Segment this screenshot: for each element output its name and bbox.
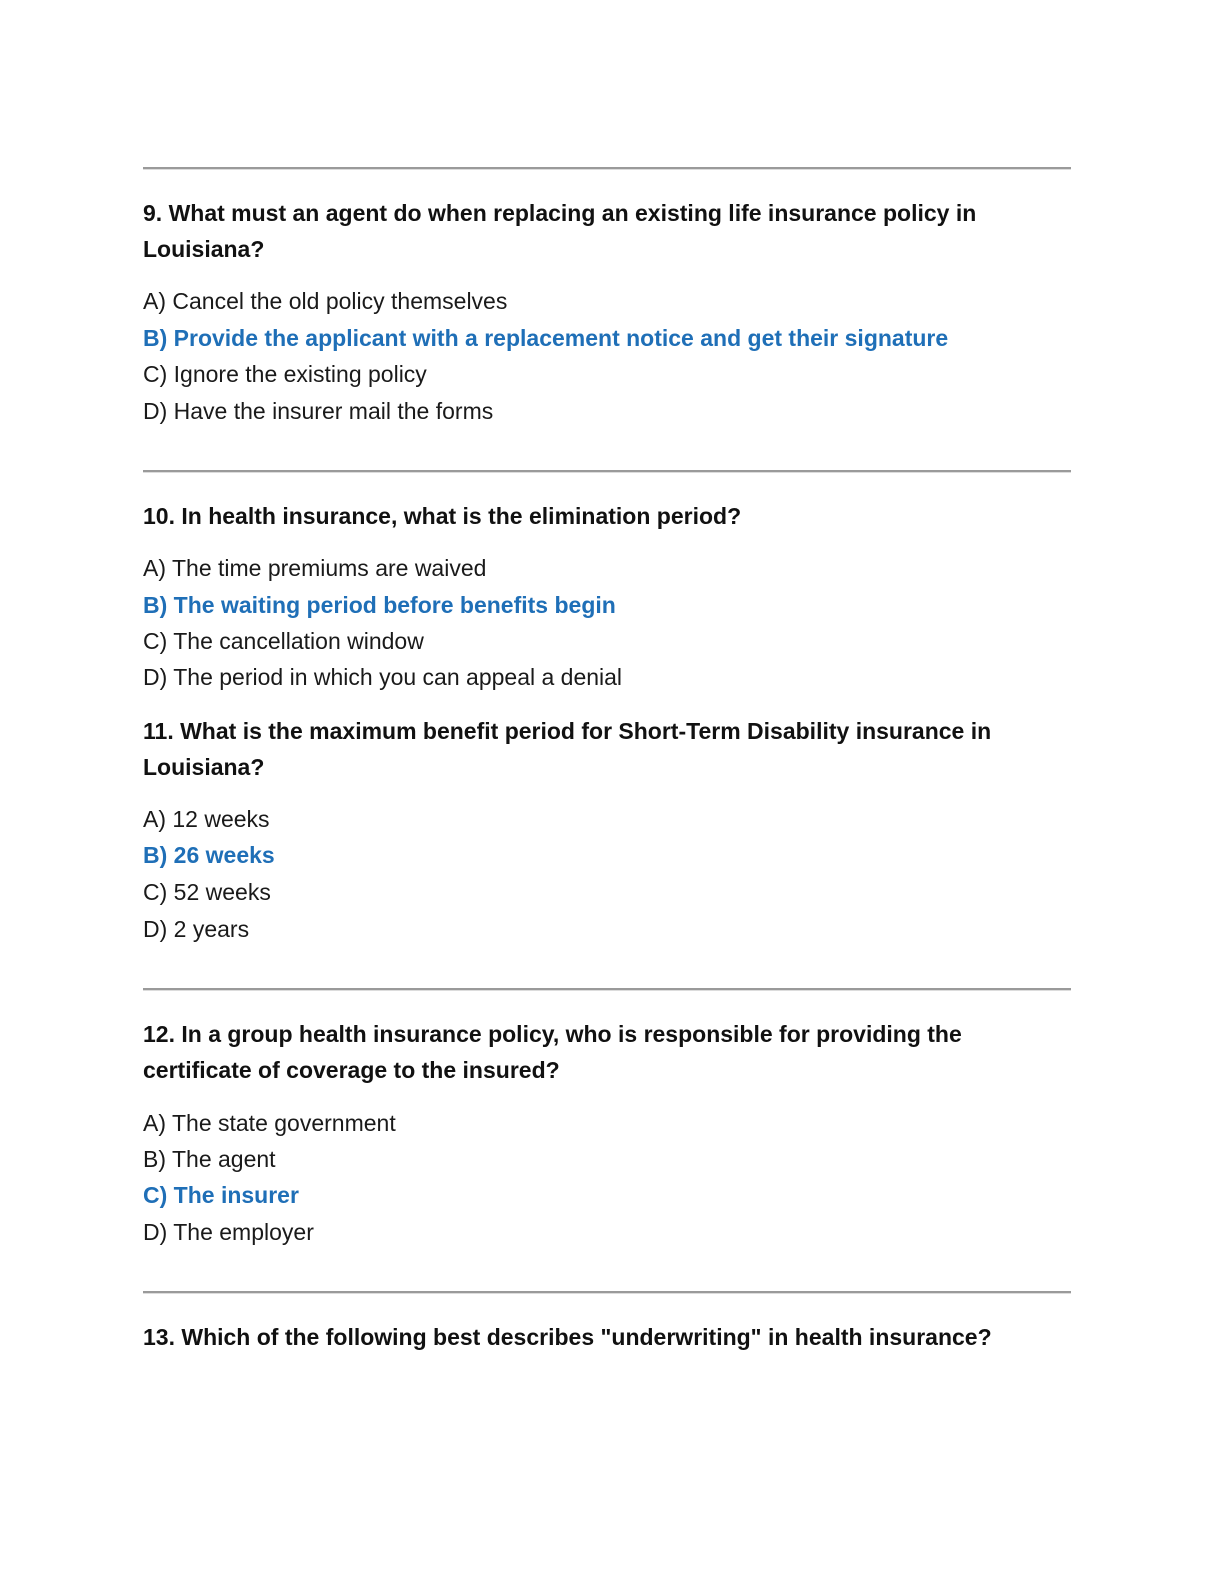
question-12-option-a: A) The state government (143, 1110, 396, 1136)
question-10-option-a: A) The time premiums are waived (143, 555, 487, 581)
question-12-option-b: B) The agent (143, 1146, 276, 1172)
divider (143, 988, 1071, 991)
question-10-text: 10. In health insurance, what is the elimination period? (143, 503, 742, 529)
question-9-option-b-correct: B) Provide the applicant with a replacement notice and get their signature (143, 325, 949, 351)
question-11-text: 11. What is the maximum benefit period for Short-Term Disability insurance in Louisiana? (143, 718, 992, 780)
question-12-option-c-correct: C) The insurer (143, 1182, 299, 1208)
divider (143, 1291, 1071, 1294)
divider (143, 470, 1071, 473)
question-9-option-c: C) Ignore the existing policy (143, 361, 427, 387)
question-11-option-c: C) 52 weeks (143, 879, 271, 905)
question-13-text: 13. Which of the following best describes "underwriting" in health insurance? (143, 1324, 992, 1350)
divider (143, 167, 1071, 170)
question-11-option-b-correct: B) 26 weeks (143, 842, 275, 868)
question-9-text: 9. What must an agent do when replacing an existing life insurance policy in Louisiana? (143, 200, 977, 262)
question-12-option-d: D) The employer (143, 1219, 314, 1245)
question-11-option-a: A) 12 weeks (143, 806, 270, 832)
question-11-option-d: D) 2 years (143, 916, 250, 942)
question-12-text: 12. In a group health insurance policy, who is responsible for providing the certificate of coverage to the insured? (143, 1021, 962, 1083)
question-10-option-c: C) The cancellation window (143, 628, 424, 654)
question-9-option-d: D) Have the insurer mail the forms (143, 398, 494, 424)
question-9-option-a: A) Cancel the old policy themselves (143, 288, 508, 314)
question-10-option-b-correct: B) The waiting period before benefits begin (143, 592, 616, 618)
question-10-option-d: D) The period in which you can appeal a denial (143, 664, 623, 690)
